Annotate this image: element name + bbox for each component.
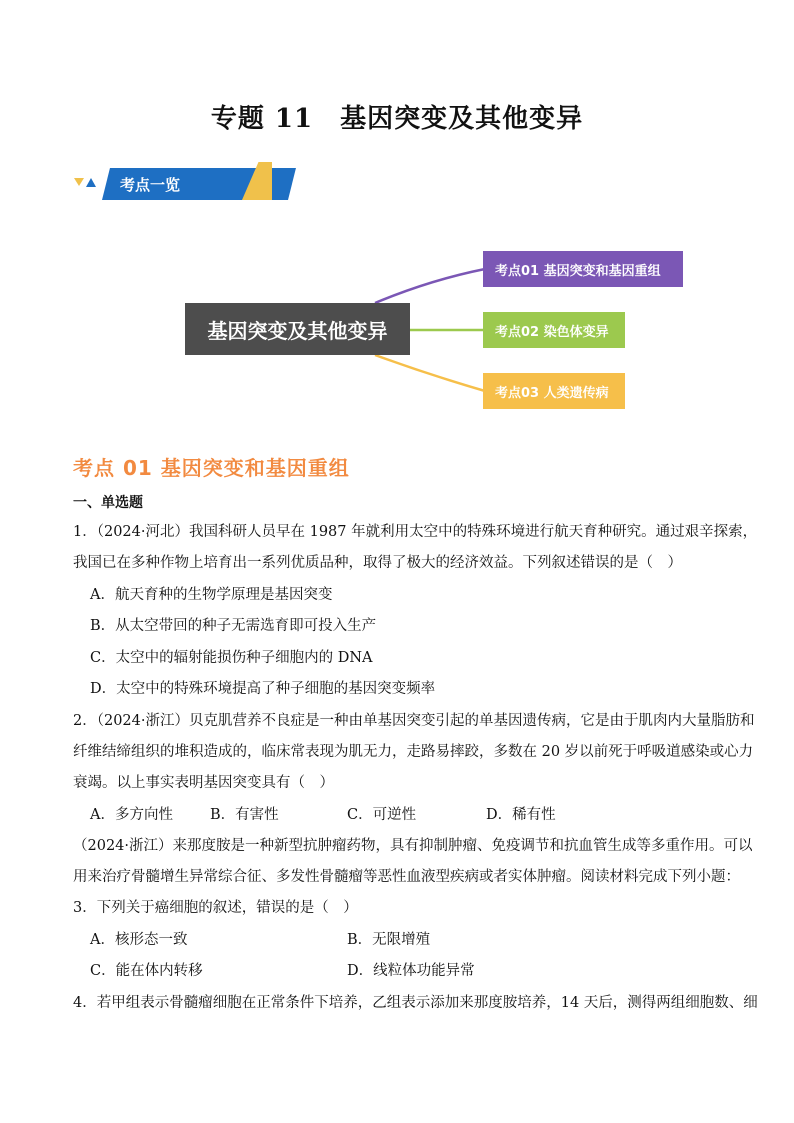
q3-stem-line-1: 3．下列关于癌细胞的叙述，错误的是（ ） xyxy=(73,900,358,916)
q2-stem-line-1: 2．（2024·浙江）贝克肌营养不良症是一种由单基因突变引起的单基因遗传病，它是由于肌肉内大量脂肪和 xyxy=(73,713,755,729)
q3-option-c: C．能在体内转移 xyxy=(90,963,203,979)
q2-stem-line-3: 衰竭。以上事实表明基因突变具有（ ） xyxy=(73,775,334,791)
q1-option-d: D．太空中的特殊环境提高了种子细胞的基因突变频率 xyxy=(90,681,436,697)
q3-option-b: B．无限增殖 xyxy=(347,932,431,948)
q3-option-d: D．线粒体功能异常 xyxy=(347,963,475,979)
mindmap-root: 基因突变及其他变异 xyxy=(185,303,410,355)
q3-option-a: A．核形态一致 xyxy=(90,932,188,948)
mindmap-connectors xyxy=(0,0,794,460)
q2-option-d: D．稀有性 xyxy=(486,807,556,823)
mindmap-branch-1: 考点01 基因突变和基因重组 xyxy=(483,251,683,287)
q1-option-c: C．太空中的辐射能损伤种子细胞内的 DNA xyxy=(90,650,373,666)
section-title: 考点 01 基因突变和基因重组 xyxy=(73,456,350,480)
material-line-2: 用来治疗骨髓增生异常综合征、多发性骨髓瘤等恶性血液型疾病或者实体肿瘤。阅读材料完成下列小题： xyxy=(73,869,740,885)
section-subtitle: 一、单选题 xyxy=(73,495,143,511)
material-line-1: （2024·浙江）来那度胺是一种新型抗肿瘤药物，具有抑制肿瘤、免疫调节和抗血管生成等多重作用。可以 xyxy=(73,838,753,854)
yellow-triangle-icon xyxy=(74,178,84,186)
q4-stem-line-1: 4．若甲组表示骨髓瘤细胞在正常条件下培养，乙组表示添加来那度胺培养，14 天后，测得两组细胞数、细 xyxy=(73,995,758,1011)
page-title: 专题 11 基因突变及其他变异 xyxy=(210,104,584,134)
overview-banner xyxy=(72,166,242,200)
q2-stem-line-2: 纤维结缔组织的堆积造成的，临床常表现为肌无力，走路易摔跤，多数在 20 岁以前死于呼吸道感染或心力 xyxy=(73,744,754,760)
connector-3 xyxy=(375,355,485,391)
q1-stem-line-1: 1．（2024·河北）我国科研人员早在 1987 年就利用太空中的特殊环境进行航天育种研究。通过艰辛探索， xyxy=(73,524,758,540)
q1-option-a: A．航天育种的生物学原理是基因突变 xyxy=(90,587,333,603)
q1-option-b: B．从太空带回的种子无需选育即可投入生产 xyxy=(90,618,377,634)
mindmap-branch-3: 考点03 人类遗传病 xyxy=(483,373,625,409)
q2-option-c: C．可逆性 xyxy=(347,807,417,823)
mindmap-branch-2: 考点02 染色体变异 xyxy=(483,312,625,348)
connector-1 xyxy=(375,269,485,303)
q2-option-a: A．多方向性 xyxy=(90,807,173,823)
q1-stem-line-2: 我国已在多种作物上培育出一系列优质品种，取得了极大的经济效益。下列叙述错误的是（ ） xyxy=(73,555,682,571)
q2-option-b: B．有害性 xyxy=(210,807,279,823)
blue-triangle-icon xyxy=(86,178,96,187)
banner-label: 考点一览 xyxy=(120,176,181,194)
